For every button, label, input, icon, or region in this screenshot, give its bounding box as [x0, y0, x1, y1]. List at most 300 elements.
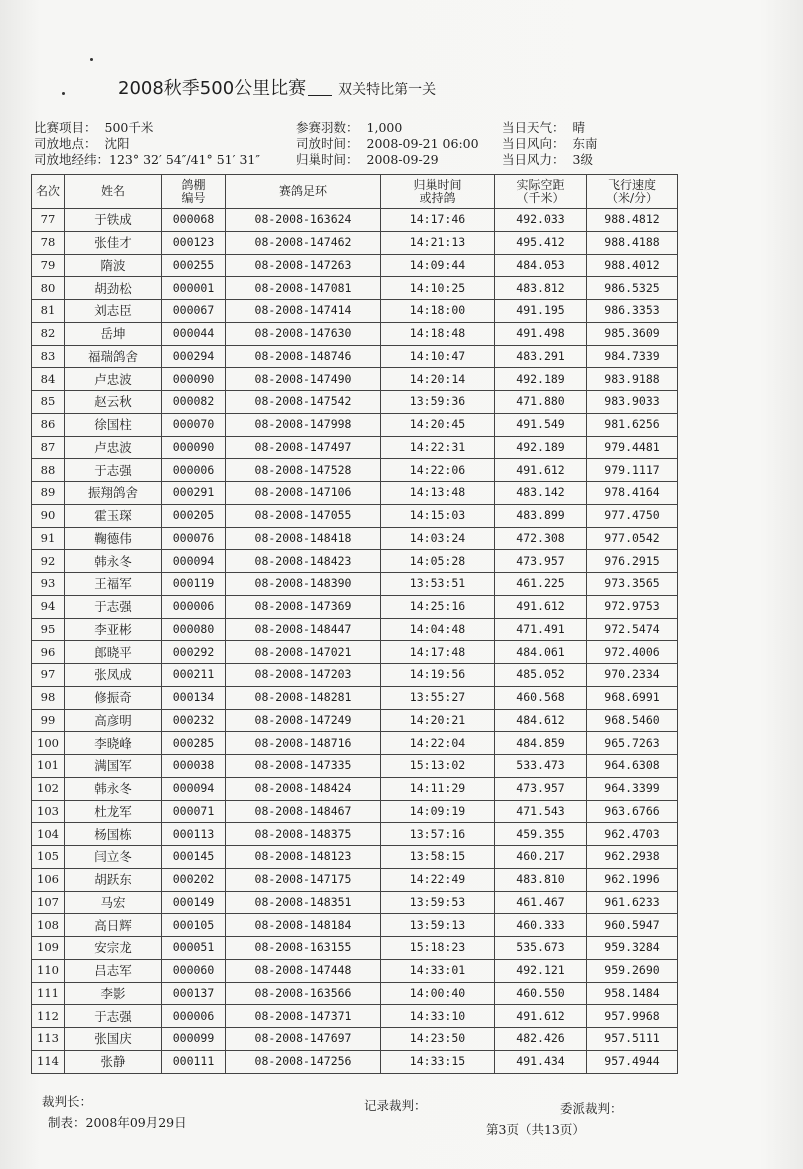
cell-name: 韩永冬 [65, 550, 162, 573]
cell-ring: 08-2008-147021 [226, 641, 381, 664]
title-blank-line [308, 95, 332, 96]
cell-rank: 95 [32, 618, 65, 641]
cell-rank: 105 [32, 846, 65, 869]
cell-loft-number: 000038 [162, 755, 226, 778]
cell-distance: 484.053 [495, 254, 587, 277]
cell-rank: 87 [32, 436, 65, 459]
cell-ring: 08-2008-148467 [226, 800, 381, 823]
cell-loft-number: 000044 [162, 322, 226, 345]
cell-speed: 963.6766 [587, 800, 678, 823]
cell-distance: 491.434 [495, 1050, 587, 1073]
col-header-return-time: 归巢时间 或持鸽 [381, 175, 495, 209]
cell-return-time: 14:25:16 [381, 595, 495, 618]
cell-name: 张静 [65, 1050, 162, 1073]
cell-name: 张国庆 [65, 1028, 162, 1051]
cell-speed: 978.4164 [587, 482, 678, 505]
info-project-value: 500千米 [104, 120, 154, 135]
cell-ring: 08-2008-147542 [226, 391, 381, 414]
cell-speed: 972.4006 [587, 641, 678, 664]
cell-speed: 960.5947 [587, 914, 678, 937]
cell-rank: 81 [32, 300, 65, 323]
cell-name: 于志强 [65, 1005, 162, 1028]
cell-loft-number: 000071 [162, 800, 226, 823]
cell-name: 隋波 [65, 254, 162, 277]
cell-name: 鞠德伟 [65, 527, 162, 550]
cell-speed: 985.3609 [587, 322, 678, 345]
info-project-label: 比赛项目： [34, 120, 97, 135]
cell-distance: 533.473 [495, 755, 587, 778]
cell-speed: 983.9033 [587, 391, 678, 414]
cell-rank: 107 [32, 891, 65, 914]
cell-speed: 977.4750 [587, 504, 678, 527]
cell-distance: 483.899 [495, 504, 587, 527]
cell-loft-number: 000067 [162, 300, 226, 323]
table-row [32, 846, 678, 869]
cell-rank: 82 [32, 322, 65, 345]
info-return-time-label: 归巢时间： [296, 152, 359, 167]
cell-return-time: 14:21:13 [381, 231, 495, 254]
cell-name: 胡跃东 [65, 868, 162, 891]
info-wind-force-value: 3级 [572, 152, 593, 167]
cell-name: 李晓峰 [65, 732, 162, 755]
table-row [32, 686, 678, 709]
cell-rank: 102 [32, 777, 65, 800]
cell-rank: 83 [32, 345, 65, 368]
cell-loft-number: 000051 [162, 937, 226, 960]
cell-ring: 08-2008-147106 [226, 482, 381, 505]
cell-ring: 08-2008-148716 [226, 732, 381, 755]
col-header-loft-number: 鸽棚 编号 [162, 175, 226, 209]
cell-return-time: 14:18:00 [381, 300, 495, 323]
table-row [32, 982, 678, 1005]
table-row [32, 641, 678, 664]
cell-rank: 89 [32, 482, 65, 505]
table-row [32, 413, 678, 436]
table-row [32, 618, 678, 641]
info-weather [502, 120, 585, 136]
table-row [32, 459, 678, 482]
cell-distance: 535.673 [495, 937, 587, 960]
cell-rank: 84 [32, 368, 65, 391]
info-wind-dir-label: 当日风向： [502, 136, 565, 151]
cell-ring: 08-2008-147335 [226, 755, 381, 778]
cell-ring: 08-2008-148375 [226, 823, 381, 846]
cell-name: 霍玉琛 [65, 504, 162, 527]
cell-distance: 471.543 [495, 800, 587, 823]
cell-rank: 106 [32, 868, 65, 891]
made-label: 制表： [48, 1115, 86, 1130]
cell-rank: 78 [32, 231, 65, 254]
cell-ring: 08-2008-148423 [226, 550, 381, 573]
cell-rank: 77 [32, 209, 65, 232]
cell-rank: 112 [32, 1005, 65, 1028]
speck [90, 58, 93, 61]
cell-return-time: 14:33:10 [381, 1005, 495, 1028]
cell-loft-number: 000111 [162, 1050, 226, 1073]
cell-distance: 485.052 [495, 664, 587, 687]
cell-loft-number: 000006 [162, 595, 226, 618]
cell-ring: 08-2008-147528 [226, 459, 381, 482]
cell-distance: 461.225 [495, 573, 587, 596]
col-header-speed: 飞行速度 （米/分） [587, 175, 678, 209]
cell-speed: 983.9188 [587, 368, 678, 391]
cell-ring: 08-2008-163624 [226, 209, 381, 232]
info-release-site-label: 司放地点： [34, 136, 97, 151]
cell-ring: 08-2008-147263 [226, 254, 381, 277]
cell-return-time: 14:03:24 [381, 527, 495, 550]
cell-name: 王福军 [65, 573, 162, 596]
cell-rank: 91 [32, 527, 65, 550]
cell-rank: 100 [32, 732, 65, 755]
cell-ring: 08-2008-147630 [226, 322, 381, 345]
cell-ring: 08-2008-147371 [226, 1005, 381, 1028]
page-title [118, 74, 436, 100]
cell-rank: 108 [32, 914, 65, 937]
cell-rank: 101 [32, 755, 65, 778]
cell-speed: 957.5111 [587, 1028, 678, 1051]
cell-speed: 988.4012 [587, 254, 678, 277]
cell-loft-number: 000082 [162, 391, 226, 414]
cell-name: 胡劲松 [65, 277, 162, 300]
cell-ring: 08-2008-147249 [226, 709, 381, 732]
cell-rank: 103 [32, 800, 65, 823]
title-sub: 双关特比第一关 [338, 82, 437, 98]
cell-ring: 08-2008-147497 [226, 436, 381, 459]
cell-return-time: 14:15:03 [381, 504, 495, 527]
cell-return-time: 13:59:13 [381, 914, 495, 937]
cell-rank: 99 [32, 709, 65, 732]
cell-ring: 08-2008-163566 [226, 982, 381, 1005]
cell-loft-number: 000076 [162, 527, 226, 550]
cell-ring: 08-2008-148184 [226, 914, 381, 937]
cell-return-time: 13:57:16 [381, 823, 495, 846]
cell-return-time: 13:55:27 [381, 686, 495, 709]
cell-distance: 483.291 [495, 345, 587, 368]
cell-loft-number: 000113 [162, 823, 226, 846]
cell-ring: 08-2008-148746 [226, 345, 381, 368]
table-row [32, 527, 678, 550]
cell-speed: 968.5460 [587, 709, 678, 732]
cell-rank: 94 [32, 595, 65, 618]
cell-loft-number: 000137 [162, 982, 226, 1005]
cell-distance: 491.195 [495, 300, 587, 323]
cell-loft-number: 000070 [162, 413, 226, 436]
cell-return-time: 13:59:53 [381, 891, 495, 914]
cell-loft-number: 000006 [162, 459, 226, 482]
cell-return-time: 14:22:04 [381, 732, 495, 755]
table-row [32, 391, 678, 414]
cell-return-time: 14:17:48 [381, 641, 495, 664]
cell-ring: 08-2008-148447 [226, 618, 381, 641]
cell-return-time: 14:22:06 [381, 459, 495, 482]
table-row [32, 732, 678, 755]
cell-name: 卢忠波 [65, 436, 162, 459]
table-row [32, 959, 678, 982]
cell-return-time: 14:23:50 [381, 1028, 495, 1051]
cell-ring: 08-2008-147256 [226, 1050, 381, 1073]
cell-name: 张凤成 [65, 664, 162, 687]
title-main: 2008秋季500公里比赛 [118, 78, 307, 99]
cell-return-time: 14:17:46 [381, 209, 495, 232]
info-release-time-value: 2008-09-21 06:00 [366, 136, 479, 151]
cell-loft-number: 000090 [162, 436, 226, 459]
cell-distance: 460.333 [495, 914, 587, 937]
cell-loft-number: 000105 [162, 914, 226, 937]
cell-rank: 85 [32, 391, 65, 414]
cell-return-time: 14:11:29 [381, 777, 495, 800]
cell-distance: 459.355 [495, 823, 587, 846]
info-release-site-value: 沈阳 [104, 136, 130, 151]
cell-speed: 959.3284 [587, 937, 678, 960]
cell-loft-number: 000060 [162, 959, 226, 982]
cell-speed: 961.6233 [587, 891, 678, 914]
cell-name: 杨国栋 [65, 823, 162, 846]
cell-loft-number: 000099 [162, 1028, 226, 1051]
page-indicator: 第3页（共13页） [486, 1122, 585, 1137]
cell-return-time: 14:22:49 [381, 868, 495, 891]
cell-loft-number: 000123 [162, 231, 226, 254]
cell-distance: 492.121 [495, 959, 587, 982]
cell-loft-number: 000211 [162, 664, 226, 687]
table-header-row [32, 175, 678, 209]
cell-distance: 461.467 [495, 891, 587, 914]
cell-ring: 08-2008-147055 [226, 504, 381, 527]
table-row [32, 914, 678, 937]
cell-name: 福瑞鸽舍 [65, 345, 162, 368]
cell-name: 张佳才 [65, 231, 162, 254]
cell-return-time: 14:05:28 [381, 550, 495, 573]
cell-name: 安宗龙 [65, 937, 162, 960]
cell-loft-number: 000119 [162, 573, 226, 596]
info-coords [34, 152, 260, 168]
cell-distance: 491.612 [495, 595, 587, 618]
cell-rank: 104 [32, 823, 65, 846]
cell-speed: 977.0542 [587, 527, 678, 550]
table-row [32, 482, 678, 505]
table-row [32, 436, 678, 459]
cell-return-time: 14:22:31 [381, 436, 495, 459]
col-header-name: 姓名 [65, 175, 162, 209]
cell-speed: 986.3353 [587, 300, 678, 323]
table-row [32, 209, 678, 232]
info-release-time-label: 司放时间： [296, 136, 359, 151]
table-row [32, 891, 678, 914]
cell-name: 李亚彬 [65, 618, 162, 641]
cell-rank: 111 [32, 982, 65, 1005]
cell-distance: 460.217 [495, 846, 587, 869]
cell-return-time: 14:10:47 [381, 345, 495, 368]
cell-loft-number: 000134 [162, 686, 226, 709]
info-coords-label: 司放地经纬： [34, 152, 110, 167]
cell-name: 徐国柱 [65, 413, 162, 436]
cell-ring: 08-2008-147175 [226, 868, 381, 891]
cell-distance: 491.612 [495, 459, 587, 482]
table-row [32, 277, 678, 300]
cell-rank: 114 [32, 1050, 65, 1073]
cell-return-time: 13:59:36 [381, 391, 495, 414]
cell-return-time: 14:09:44 [381, 254, 495, 277]
made-date-value: 2008年09月29日 [85, 1115, 187, 1130]
cell-rank: 110 [32, 959, 65, 982]
cell-loft-number: 000090 [162, 368, 226, 391]
cell-ring: 08-2008-147448 [226, 959, 381, 982]
table-row [32, 595, 678, 618]
record-judge-label: 记录裁判： [364, 1098, 427, 1113]
info-coords-value: 123° 32′ 54″/41° 51′ 31″ [109, 152, 261, 167]
cell-ring: 08-2008-147462 [226, 231, 381, 254]
cell-loft-number: 000202 [162, 868, 226, 891]
cell-return-time: 14:10:25 [381, 277, 495, 300]
cell-loft-number: 000094 [162, 550, 226, 573]
assigned-judge-label: 委派裁判： [560, 1101, 623, 1116]
cell-rank: 79 [32, 254, 65, 277]
cell-speed: 979.1117 [587, 459, 678, 482]
cell-name: 振翔鸽舍 [65, 482, 162, 505]
cell-speed: 964.3399 [587, 777, 678, 800]
cell-name: 高日辉 [65, 914, 162, 937]
cell-name: 闫立冬 [65, 846, 162, 869]
cell-distance: 460.550 [495, 982, 587, 1005]
table-row [32, 664, 678, 687]
table-row [32, 868, 678, 891]
cell-distance: 492.189 [495, 436, 587, 459]
cell-return-time: 14:09:19 [381, 800, 495, 823]
cell-name: 赵云秋 [65, 391, 162, 414]
cell-return-time: 15:13:02 [381, 755, 495, 778]
cell-speed: 962.4703 [587, 823, 678, 846]
cell-distance: 471.491 [495, 618, 587, 641]
cell-loft-number: 000080 [162, 618, 226, 641]
cell-loft-number: 000291 [162, 482, 226, 505]
cell-rank: 88 [32, 459, 65, 482]
table-body [32, 209, 678, 1074]
cell-loft-number: 000001 [162, 277, 226, 300]
table-row [32, 550, 678, 573]
cell-speed: 962.2938 [587, 846, 678, 869]
results-table [31, 174, 678, 1074]
cell-distance: 472.308 [495, 527, 587, 550]
table-row [32, 755, 678, 778]
cell-loft-number: 000232 [162, 709, 226, 732]
col-header-ring: 赛鸽足环 [226, 175, 381, 209]
info-weather-label: 当日天气： [502, 120, 565, 135]
cell-rank: 93 [32, 573, 65, 596]
cell-return-time: 14:20:14 [381, 368, 495, 391]
cell-return-time: 14:33:15 [381, 1050, 495, 1073]
info-weather-value: 晴 [572, 120, 586, 135]
cell-ring: 08-2008-163155 [226, 937, 381, 960]
cell-speed: 986.5325 [587, 277, 678, 300]
cell-rank: 80 [32, 277, 65, 300]
cell-return-time: 14:20:45 [381, 413, 495, 436]
cell-distance: 495.412 [495, 231, 587, 254]
cell-distance: 491.498 [495, 322, 587, 345]
cell-distance: 483.142 [495, 482, 587, 505]
cell-name: 韩永冬 [65, 777, 162, 800]
table-row [32, 823, 678, 846]
cell-return-time: 14:19:56 [381, 664, 495, 687]
cell-distance: 491.612 [495, 1005, 587, 1028]
info-return-time-value: 2008-09-29 [366, 152, 439, 167]
table-row [32, 300, 678, 323]
cell-loft-number: 000149 [162, 891, 226, 914]
cell-loft-number: 000094 [162, 777, 226, 800]
cell-loft-number: 000285 [162, 732, 226, 755]
col-header-distance: 实际空距 （千米） [495, 175, 587, 209]
cell-ring: 08-2008-147490 [226, 368, 381, 391]
cell-distance: 471.880 [495, 391, 587, 414]
cell-distance: 483.812 [495, 277, 587, 300]
table-row [32, 573, 678, 596]
cell-rank: 113 [32, 1028, 65, 1051]
table-row [32, 504, 678, 527]
cell-name: 满国军 [65, 755, 162, 778]
cell-distance: 484.061 [495, 641, 587, 664]
cell-distance: 492.189 [495, 368, 587, 391]
cell-distance: 492.033 [495, 209, 587, 232]
cell-speed: 973.3565 [587, 573, 678, 596]
made-date [48, 1113, 187, 1131]
info-return-time [296, 152, 439, 168]
info-wind-dir [502, 136, 598, 152]
cell-name: 卢忠波 [65, 368, 162, 391]
cell-distance: 460.568 [495, 686, 587, 709]
cell-return-time: 15:18:23 [381, 937, 495, 960]
cell-return-time: 13:53:51 [381, 573, 495, 596]
cell-speed: 959.2690 [587, 959, 678, 982]
cell-return-time: 14:18:48 [381, 322, 495, 345]
cell-rank: 92 [32, 550, 65, 573]
cell-ring: 08-2008-147081 [226, 277, 381, 300]
cell-speed: 979.4481 [587, 436, 678, 459]
table-row [32, 1028, 678, 1051]
cell-speed: 988.4812 [587, 209, 678, 232]
info-wind-force-label: 当日风力： [502, 152, 565, 167]
cell-return-time: 14:13:48 [381, 482, 495, 505]
table-row [32, 231, 678, 254]
cell-distance: 473.957 [495, 550, 587, 573]
cell-ring: 08-2008-148281 [226, 686, 381, 709]
cell-return-time: 14:04:48 [381, 618, 495, 641]
info-release-site [34, 136, 130, 152]
cell-name: 于铁成 [65, 209, 162, 232]
cell-ring: 08-2008-147414 [226, 300, 381, 323]
table-row [32, 368, 678, 391]
cell-rank: 96 [32, 641, 65, 664]
cell-name: 于志强 [65, 459, 162, 482]
cell-speed: 972.5474 [587, 618, 678, 641]
cell-ring: 08-2008-148418 [226, 527, 381, 550]
cell-speed: 984.7339 [587, 345, 678, 368]
info-birds [296, 120, 402, 136]
cell-speed: 968.6991 [587, 686, 678, 709]
table-row [32, 800, 678, 823]
cell-distance: 483.810 [495, 868, 587, 891]
cell-speed: 958.1484 [587, 982, 678, 1005]
cell-loft-number: 000006 [162, 1005, 226, 1028]
cell-distance: 473.957 [495, 777, 587, 800]
cell-loft-number: 000292 [162, 641, 226, 664]
cell-name: 杜龙军 [65, 800, 162, 823]
cell-ring: 08-2008-147203 [226, 664, 381, 687]
cell-speed: 970.2334 [587, 664, 678, 687]
cell-name: 吕志军 [65, 959, 162, 982]
speck [62, 92, 65, 95]
info-wind-force [502, 152, 593, 168]
cell-ring: 08-2008-147369 [226, 595, 381, 618]
info-release-time [296, 136, 479, 152]
cell-name: 刘志臣 [65, 300, 162, 323]
